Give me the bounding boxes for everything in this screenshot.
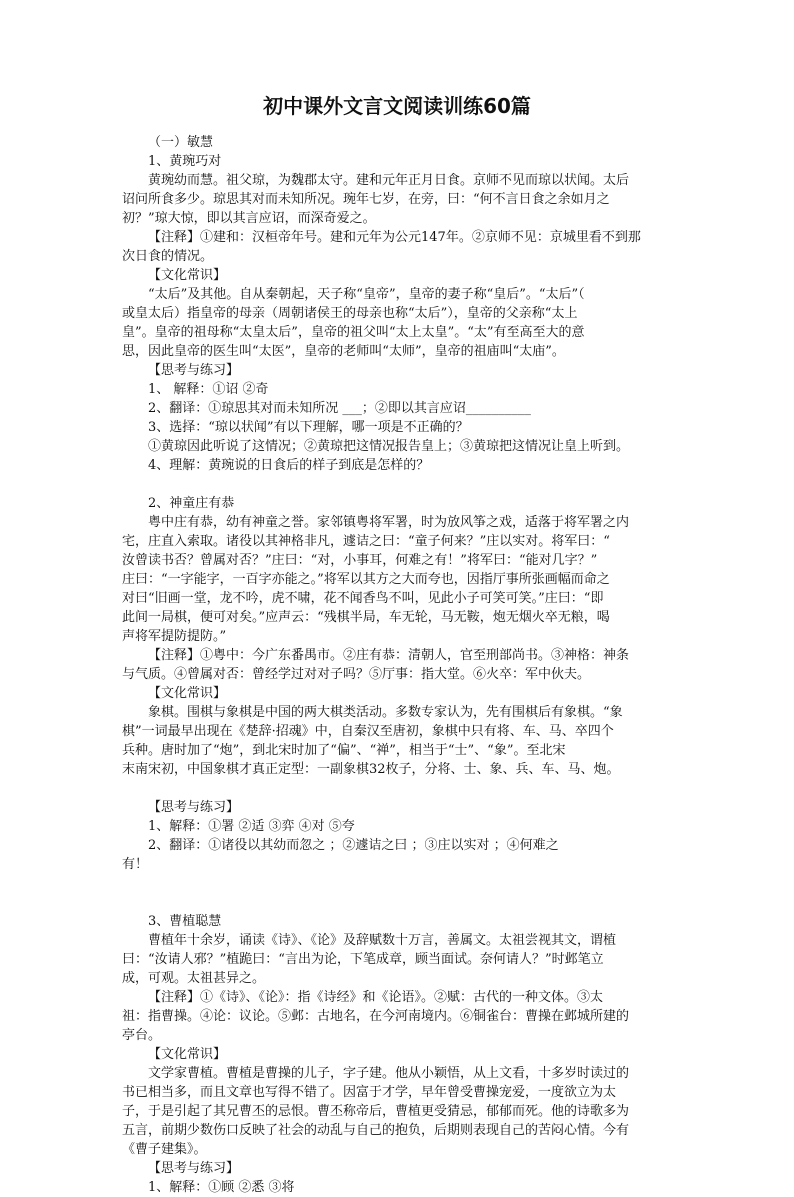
text-line: 3、选择：“琼以状闻”有以下理解，哪一项是不正确的？ (148, 420, 469, 435)
text-line: 兵种。唐时加了“炮”，到北宋时加了“偏”、“禅”，相当于“士”、“象”。至北宋 (122, 743, 566, 758)
text-line: 黄琬幼而慧。祖父琼，为魏郡太守。建和元年正月日食。京师不见而琼以状闻。太后 (148, 173, 630, 188)
text-line: ①黄琼因此听说了这情况；②黄琼把这情况报告皇上；③黄琼把这情况让皇上听到。 (148, 439, 630, 454)
text-line: 与气质。④曾属对否：曾经学过对对子吗？⑤厅事：指大堂。⑥火卒：军中伙夫。 (122, 667, 591, 682)
text-line: 曹植年十余岁，诵读《诗》、《论》及辞赋数十万言，善属文。太祖尝视其文，谓植 (148, 933, 617, 948)
text-line: 祖：指曹操。④论：议论。⑤邺：古地名，在今河南境内。⑥铜雀台：曹操在邺城所建的 (122, 1009, 630, 1024)
text-line: 【文化常识】 (148, 1047, 227, 1062)
text-line: 或皇太后）指皇帝的母亲（周朝诸侯王的母亲也称“太后”），皇帝的父亲称“太上 (122, 306, 578, 321)
text-line: 诏问所食多少。琼思其对而未知所况。琬年七岁，在旁，曰：“何不言日食之余如月之 (122, 192, 610, 207)
text-line: 初？”琼大惊，即以其言应诏，而深奇爱之。 (122, 211, 376, 226)
text-line: 1、解释：①顾 ②悉 ③将 (148, 1180, 295, 1195)
text-line: 【注释】①《诗》、《论》：指《诗经》和《论语》。②赋：古代的一种文体。③太 (148, 990, 604, 1005)
text-line: 曰：“汝请人邪？”植跪曰：“言出为论，下笔成章，顾当面试。奈何请人？”时邺笔立 (122, 952, 604, 967)
document-title: 初中课外文言文阅读训练60篇 (263, 94, 531, 118)
blank-line (122, 779, 670, 798)
text-line: 1、 解释：①诏 ②奇 (148, 382, 269, 397)
text-line: 思，因此皇帝的医生叫“太医”，皇帝的老师叫“太师”，皇帝的祖庙叫“太庙”。 (122, 344, 565, 359)
text-line: 末南宋初，中国象棋才真正定型：一副象棋32枚子，分将、士、象、兵、车、马、炮。 (122, 762, 620, 777)
text-line: 2、翻译：①琼思其对而未知所况 ___；②即以其言应诏__________ (148, 401, 531, 416)
text-line: 【注释】①粤中：今广东番禺市。②庄有恭：清朝人，官至刑部尚书。③神格：神条 (148, 648, 630, 663)
text-line: 3、曹植聪慧 (148, 914, 222, 929)
text-line: 象棋。围棋与象棋是中国的两大棋类活动。多数专家认为，先有围棋后有象棋。“象 (148, 705, 623, 720)
text-line: 汝曾读书否？曾属对否？”庄曰：“对，小事耳，何难之有！”将军曰：“能对几字？” (122, 553, 598, 568)
text-line: 五言，前期少数伤口反映了社会的动乱与自己的抱负，后期则表现自己的苦闷心情。今有 (122, 1123, 630, 1138)
text-line: 对曰“旧画一堂，龙不吟，虎不啸，花不闻香鸟不叫，见此小子可笑可笑。”庄曰：“即 (122, 591, 604, 606)
text-line: 皇”。皇帝的祖母称“太皇太后”，皇帝的祖父叫“太上太皇”。“太”有至高至大的意 (122, 325, 585, 340)
text-line: 子，于是引起了其兄曹丕的忌恨。曹丕称帝后，曹植更受猜忌，郁郁而死。他的诗歌多为 (122, 1104, 630, 1119)
text-line: 2、翻译：①诸役以其幼而忽之 ；②遽诘之曰 ；③庄以实对 ；④何难之 (148, 838, 559, 853)
text-line: 1、解释：①署 ②适 ③弈 ④对 ⑤夸 (148, 819, 355, 834)
text-line: 成，可观。太祖甚异之。 (122, 971, 266, 986)
text-line: 文学家曹植。曹植是曹操的儿子，字子建。他从小颖悟，从上文看，十多岁时读过的 (148, 1066, 630, 1081)
text-line: 《曹子建集》。 (122, 1142, 207, 1157)
text-line: 1、黄琬巧对 (148, 154, 222, 169)
text-line: （一）敏慧 (148, 135, 214, 150)
text-line: 次日食的情况。 (122, 249, 214, 264)
text-line: 宅，庄直入索取。诸役以其神格非凡，遽诘之曰：“童子何来？”庄以实对。将军曰：“ (122, 534, 610, 549)
text-line: 【思考与练习】 (148, 800, 240, 815)
text-line: 有！ (122, 857, 149, 872)
text-line: 粤中庄有恭，幼有神童之誉。家邻镇粤将军署，时为放风筝之戏，适落于将军署之内 (148, 515, 630, 530)
text-line: 【思考与练习】 (148, 363, 240, 378)
text-line: 此间一局棋，便可对矣。”应声云：“残棋半局，车无轮，马无鞍，炮无烟火卒无粮，喝 (122, 610, 610, 625)
text-line: 棋”一词最早出现在《楚辞·招魂》中，自秦汉至唐初，象棋中只有将、车、马、卒四个 (122, 724, 614, 739)
blank-line (122, 475, 670, 494)
text-line: 【注释】①建和：汉桓帝年号。建和元年为公元147年。②京师不见：京城里看不到那 (148, 230, 641, 245)
text-line: 【文化常识】 (148, 268, 227, 283)
blank-line (122, 874, 670, 912)
text-line: 【文化常识】 (148, 686, 227, 701)
text-line: “太后”及其他。自从秦朝起，天子称“皇帝”，皇帝的妻子称“皇后”。“太后”（ (148, 287, 585, 302)
text-line: 4、理解：黄琬说的日食后的样子到底是怎样的？ (148, 458, 430, 473)
text-line: 【思考与练习】 (148, 1161, 240, 1176)
text-line: 2、神童庄有恭 (148, 496, 235, 511)
text-line: 亭台。 (122, 1028, 162, 1043)
document-body (122, 133, 670, 1197)
text-line: 书已相当多，而且文章也写得不错了。因富于才学，早年曾受曹操宠爱，一度欲立为太 (122, 1085, 617, 1100)
text-line: 庄曰：“一字能字，一百字亦能之。”将军以其方之大而夸也，因指厅事所张画幅而命之 (122, 572, 610, 587)
text-line: 声将军提防提防。” (122, 629, 227, 644)
